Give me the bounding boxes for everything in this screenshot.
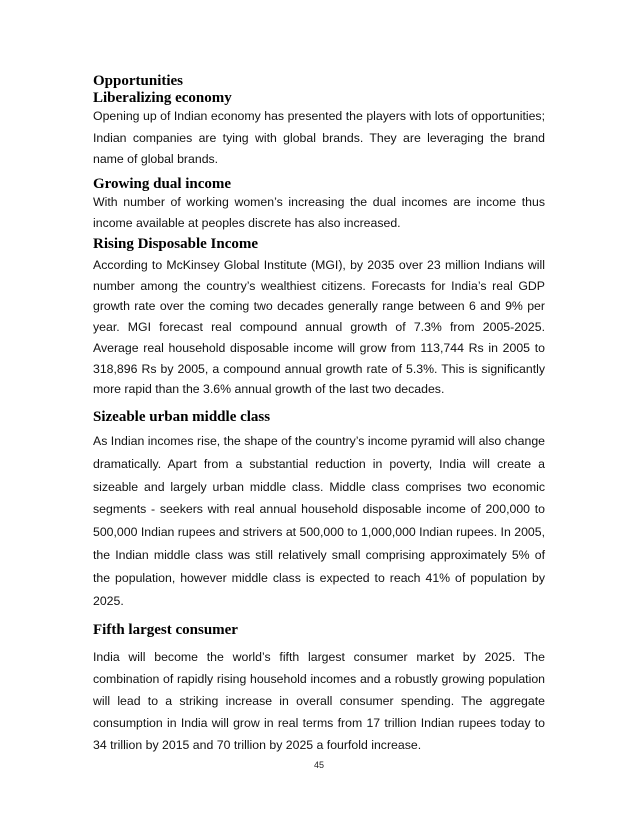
section-heading-rising-disposable-income: Rising Disposable Income bbox=[93, 236, 259, 252]
paragraph-fifth-largest-consumer: India will become the world’s fifth largest consumer market by 2025. The combination of rapidly rising household incomes and a robustly growing population will lead to a striking increase in overall consumer spending. The aggregate consumption in India will grow in real terms from 17 trillion Indian rupees today to 34 trillion by 2015 and 70 trillion by 2025 a fourfold increase. bbox=[93, 650, 545, 752]
section-heading-liberalizing-economy: Liberalizing economy bbox=[93, 90, 232, 106]
page-title: Opportunities bbox=[93, 73, 184, 89]
section-heading-sizeable-urban-middle-class: Sizeable urban middle class bbox=[93, 409, 271, 425]
paragraph-sizeable-urban-middle-class: As Indian incomes rise, the shape of the country’s income pyramid will also change dramatically. Apart from a substantial reduction in poverty, India will create a sizeable and largely urban middle class. Middle class comprises two economic segments - seekers with real annual household disposable income of 200,000 to 500,000 Indian rupees and strivers at 500,000 to 1,000,000 Indian rupees. In 2005, the Indian middle class was still relatively small comprising approximately 5% of the population, however middle class is expected to reach 41% of population by 2025. bbox=[93, 434, 545, 608]
paragraph-rising-disposable-income: According to McKinsey Global Institute (MGI), by 2035 over 23 million Indians will number among the country’s wealthiest citizens. Forecasts for India’s real GDP growth rate over the coming two decades generally range between 6 and 9% per year. MGI forecast real compound annual growth of 7.3% from 2005-2025. Average real household disposable income will grow from 113,744 Rs in 2005 to 318,896 Rs by 2005, a compound annual growth rate of 5.3%. This is significantly more rapid than the 3.6% annual growth of the last two decades. bbox=[93, 258, 545, 397]
section-rising-disposable-income-body bbox=[93, 255, 545, 400]
paragraph-growing-dual-income: With number of working women’s increasing the dual incomes are income thus income available at peoples discrete has also increased. bbox=[93, 195, 545, 230]
section-sizeable-urban-middle-class-body bbox=[93, 430, 545, 612]
page-number: 45 bbox=[313, 760, 324, 770]
section-fifth-largest-consumer-body bbox=[93, 646, 545, 756]
paragraph-liberalizing-economy: Opening up of Indian economy has presented the players with lots of opportunities; Indian companies are tying with global brands. They are leveraging the brand name of global brands. bbox=[93, 109, 545, 167]
section-growing-dual-income-body bbox=[93, 192, 545, 233]
section-opportunities bbox=[93, 73, 545, 107]
section-sizeable-urban-middle-class bbox=[93, 409, 545, 426]
section-heading-growing-dual-income: Growing dual income bbox=[93, 176, 232, 192]
section-liberalizing-economy-body bbox=[93, 106, 545, 171]
section-heading-fifth-largest-consumer: Fifth largest consumer bbox=[93, 622, 238, 638]
section-growing-dual-income bbox=[93, 176, 545, 193]
section-rising-disposable-income bbox=[93, 236, 545, 253]
section-fifth-largest-consumer bbox=[93, 622, 545, 639]
